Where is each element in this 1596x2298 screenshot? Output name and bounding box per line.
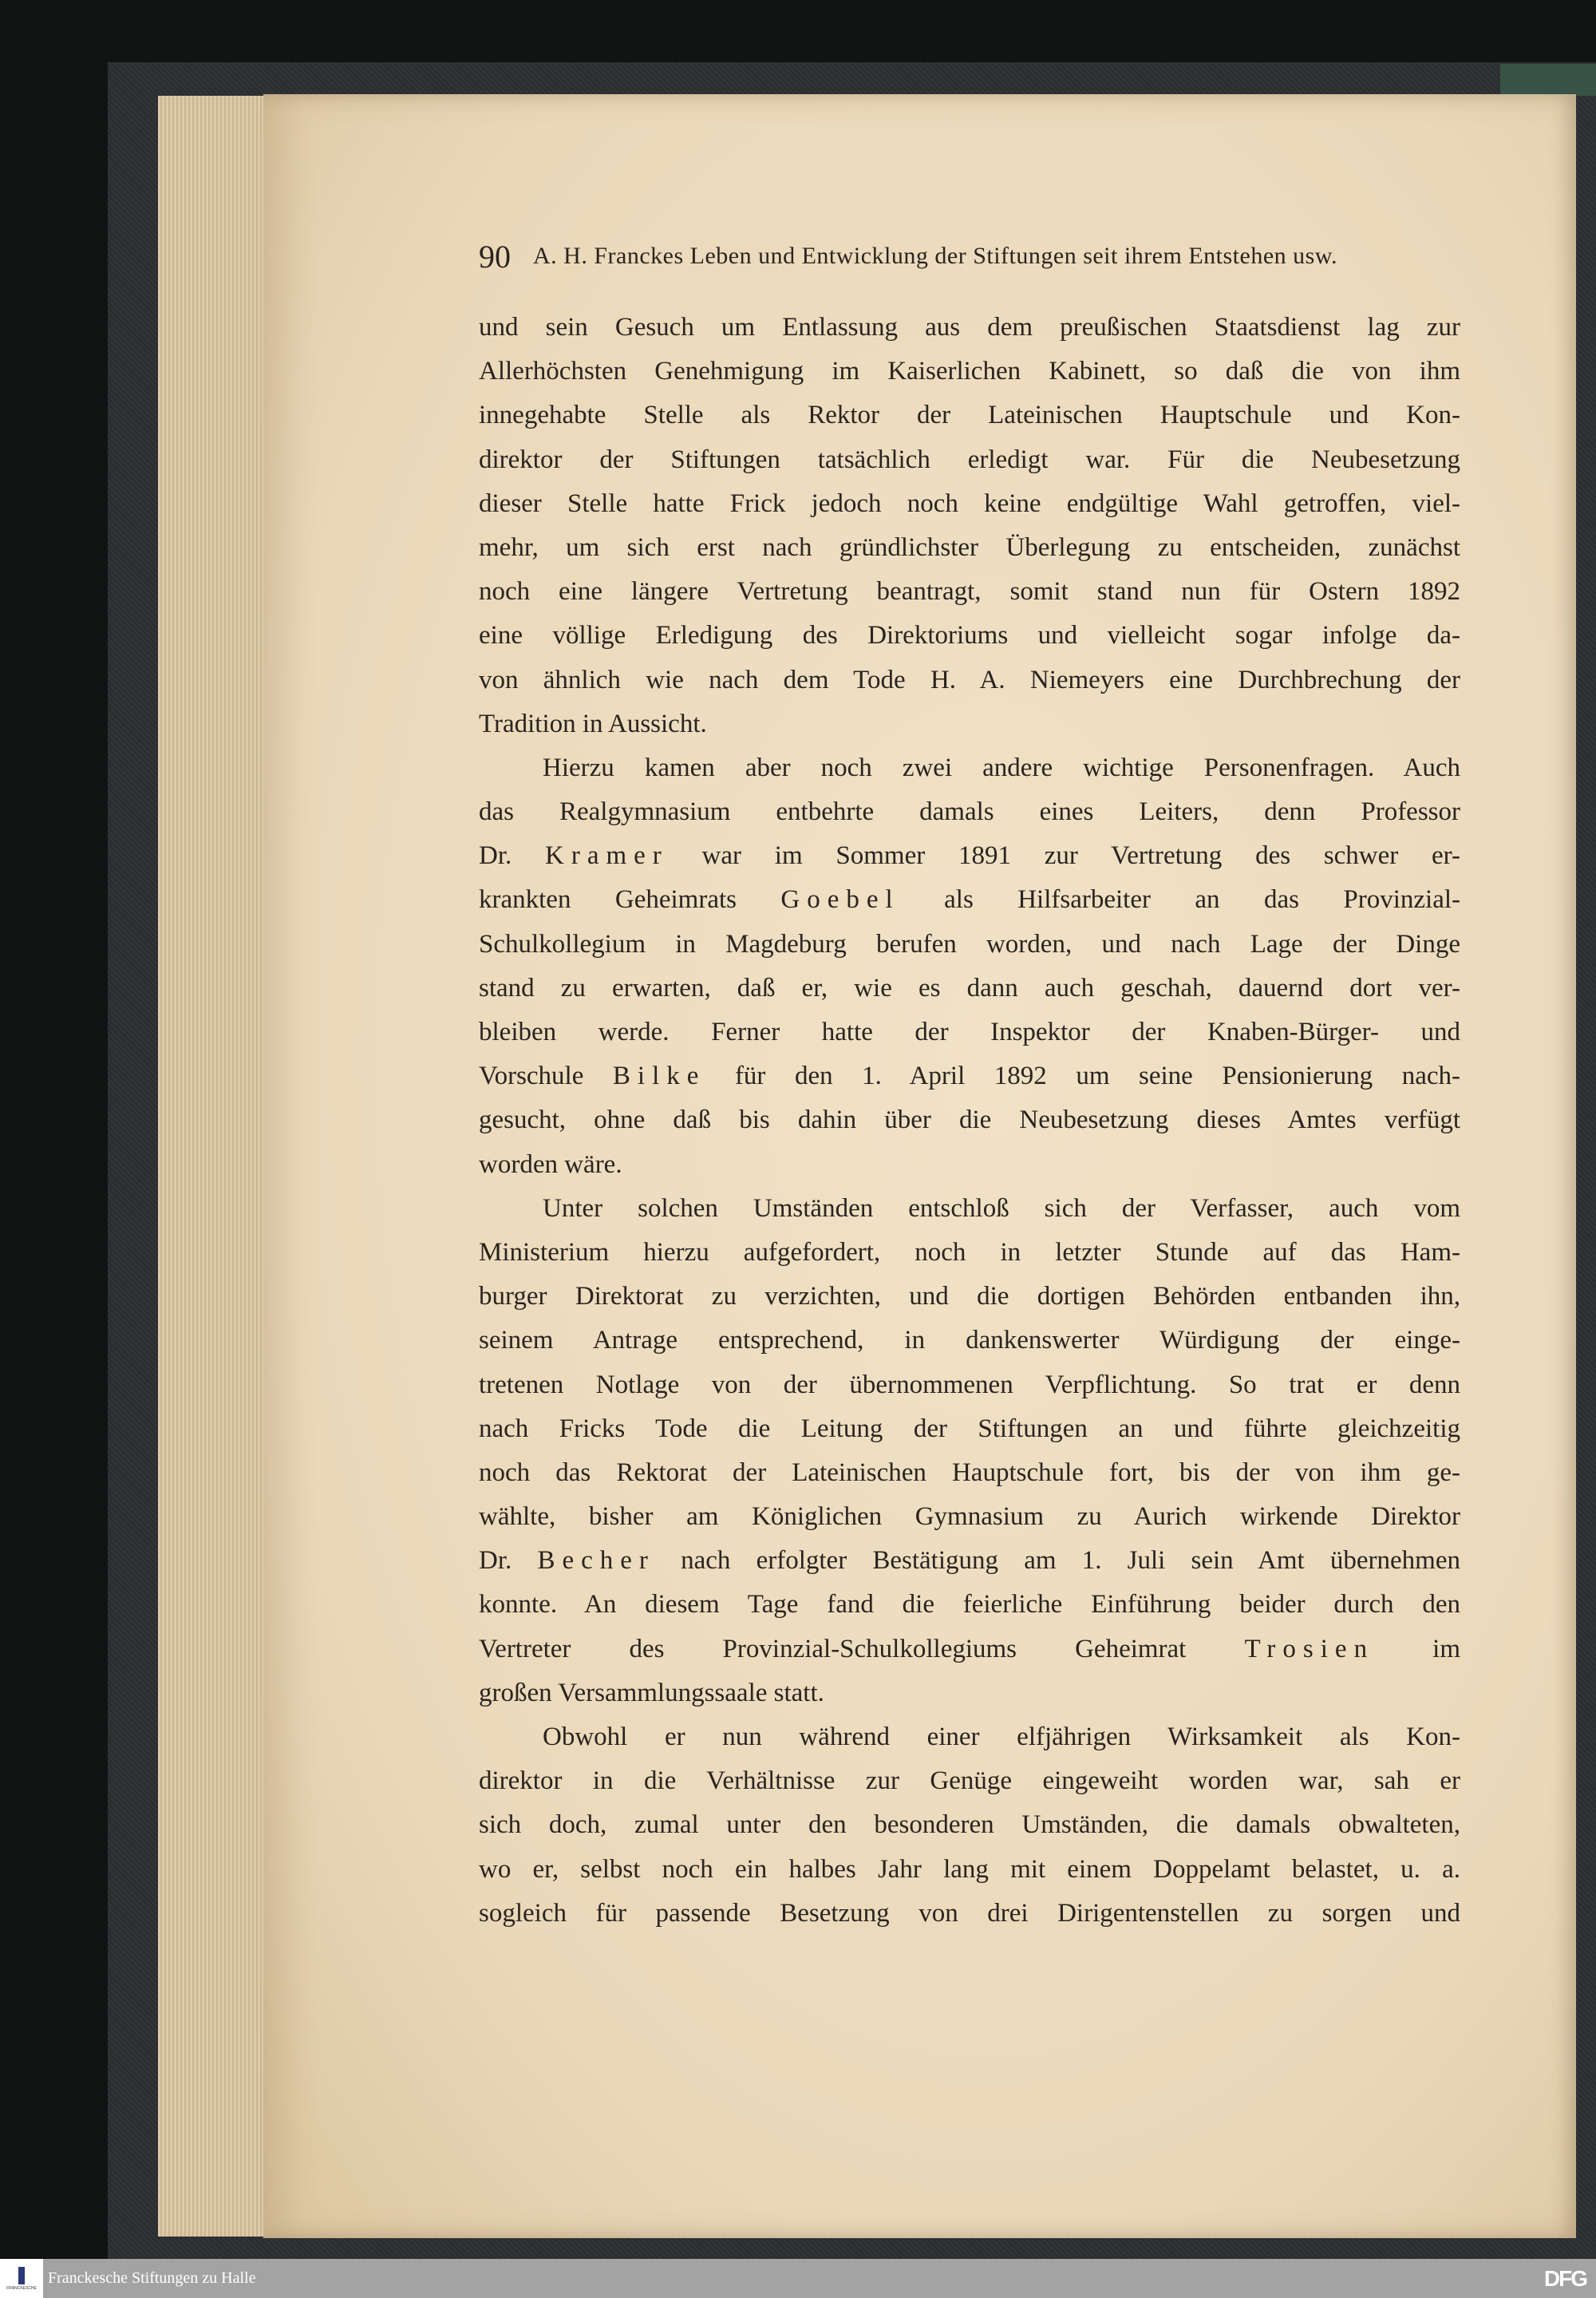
- text-line: [479, 923, 1460, 967]
- text-line: [479, 1583, 1460, 1627]
- text-segment: tretenen Notlage von der übernommenen Verpflichtung. So trat er denn: [479, 1370, 1460, 1399]
- text-segment: direktor in die Verhältnisse zur Genüge eingeweiht worden war, sah er: [479, 1766, 1460, 1796]
- text-line: [479, 614, 1460, 658]
- text-segment: stand zu erwarten, daß er, wie es dann auch geschah, dauernd dort ver-: [479, 973, 1460, 1003]
- text-line: [479, 1363, 1460, 1407]
- text-segment: seinem Antrage entsprechend, in dankenswerter Würdigung der einge-: [479, 1326, 1460, 1355]
- text-segment: sich doch, zumal unter den besonderen Umständen, die damals obwalteten,: [479, 1810, 1460, 1840]
- text-segment: nach Fricks Tode die Leitung der Stiftungen an und führte gleichzeitig: [479, 1414, 1460, 1443]
- text-segment: Ministerium hierzu aufgefordert, noch in letzter Stunde auf das Ham-: [479, 1237, 1460, 1267]
- text-line: [479, 1319, 1460, 1363]
- spaced-name: Trosien: [1244, 1634, 1375, 1663]
- text-line: [479, 967, 1460, 1011]
- text-segment: direktor der Stiftungen tatsächlich erledigt war. Für die Neubesetzung: [479, 445, 1460, 474]
- text-segment: bleiben werde. Ferner hatte der Inspektor der Knaben-Bürger- und: [479, 1018, 1460, 1046]
- body-text: [479, 306, 1460, 1936]
- cover-corner: [1500, 64, 1596, 96]
- logo-figure-icon: [18, 2267, 25, 2284]
- text-line: [479, 1628, 1460, 1671]
- text-segment: für den 1. April 1892 um seine Pensionierung nach-: [705, 1062, 1460, 1091]
- text-line: [479, 1187, 1460, 1231]
- text-segment: Dr.: [479, 841, 546, 871]
- logo-text: FRANCKESCHE: [6, 2285, 37, 2291]
- page-number: 90: [479, 238, 511, 275]
- institution-name[interactable]: Franckesche Stiftungen zu Halle: [48, 2269, 256, 2287]
- text-line: [479, 659, 1460, 702]
- text-line: [479, 1011, 1460, 1054]
- text-line: [479, 1143, 1460, 1187]
- page-edges: [158, 96, 270, 2237]
- text-line: [479, 1539, 1460, 1583]
- text-line: [479, 702, 1460, 746]
- spaced-name: Goebel: [780, 885, 900, 915]
- text-segment: Allerhöchsten Genehmigung im Kaiserlichen Kabinett, so daß die von ihm: [479, 357, 1460, 386]
- dfg-logo[interactable]: DFG: [1543, 2266, 1586, 2291]
- text-segment: noch das Rektorat der Lateinischen Hauptschule fort, bis der von ihm ge-: [479, 1458, 1460, 1487]
- footer-bar: [0, 2259, 1596, 2298]
- text-segment: und sein Gesuch um Entlassung aus dem preußischen Staatsdienst lag zur: [479, 313, 1460, 342]
- text-line: [479, 790, 1460, 834]
- text-segment: Vorschule: [479, 1062, 613, 1091]
- text-line: [479, 1892, 1460, 1936]
- text-segment: das Realgymnasium entbehrte damals eines Leiters, denn Professor: [479, 797, 1460, 827]
- text-line: [479, 1054, 1460, 1098]
- text-segment: noch eine längere Vertretung beantragt, somit stand nun für Ostern 1892: [479, 577, 1460, 607]
- text-segment: Unter solchen Umständen entschloß sich der Verfasser, auch vom: [543, 1193, 1460, 1223]
- text-segment: großen Versammlungssaale statt.: [479, 1678, 824, 1707]
- text-line: [479, 526, 1460, 570]
- text-segment: Schulkollegium in Magdeburg berufen worden, und nach Lage der Dinge: [479, 929, 1460, 959]
- text-line: [479, 306, 1460, 350]
- text-line: [479, 1451, 1460, 1495]
- text-segment: dieser Stelle hatte Frick jedoch noch keine endgültige Wahl getroffen, viel-: [479, 488, 1460, 518]
- institution-logo[interactable]: [0, 2259, 43, 2298]
- text-line: [479, 1759, 1460, 1803]
- text-line: [479, 1803, 1460, 1847]
- text-segment: burger Direktorat zu verzichten, und die dortigen Behörden entbanden ihn,: [479, 1282, 1460, 1311]
- text-segment: konnte. An diesem Tage fand die feierliche Einführung beider durch den: [479, 1590, 1460, 1620]
- text-segment: krankten Geheimrats: [479, 885, 781, 915]
- text-line: [479, 1715, 1460, 1759]
- text-line: [479, 1098, 1460, 1142]
- text-line: [479, 350, 1460, 394]
- spaced-name: Becher: [537, 1546, 655, 1576]
- text-line: [479, 1848, 1460, 1892]
- text-line: [479, 834, 1460, 878]
- text-line: [479, 1671, 1460, 1715]
- text-segment: Obwohl er nun während einer elfjährigen Wirksamkeit als Kon-: [543, 1723, 1460, 1751]
- text-segment: Dr.: [479, 1546, 538, 1576]
- text-segment: im: [1374, 1634, 1461, 1663]
- text-segment: Tradition in Aussicht.: [479, 709, 707, 738]
- text-segment: innegehabte Stelle als Rektor der Lateinischen Hauptschule und Kon-: [479, 401, 1460, 430]
- text-segment: war im Sommer 1891 zur Vertretung des schwer er-: [668, 841, 1460, 871]
- text-line: [479, 746, 1460, 790]
- page-header: [479, 236, 1436, 276]
- text-segment: mehr, um sich erst nach gründlichster Überlegung zu entscheiden, zunächst: [479, 532, 1460, 562]
- text-line: [479, 570, 1460, 614]
- text-line: [479, 1275, 1460, 1319]
- text-segment: als Hilfsarbeiter an das Provinzial-: [899, 885, 1460, 915]
- text-line: [479, 1495, 1460, 1539]
- text-line: [479, 1231, 1460, 1275]
- text-segment: wo er, selbst noch ein halbes Jahr lang mit einem Doppelamt belastet, u. a.: [479, 1854, 1460, 1884]
- text-segment: eine völlige Erledigung des Direktoriums und vielleicht sogar infolge da-: [479, 621, 1460, 651]
- text-line: [479, 438, 1460, 482]
- text-segment: von ähnlich wie nach dem Tode H. A. Niemeyers eine Durchbrechung der: [479, 665, 1460, 694]
- spaced-name: Bilke: [612, 1062, 706, 1091]
- text-line: [479, 394, 1460, 437]
- spaced-name: Kramer: [545, 841, 669, 871]
- running-head: A. H. Franckes Leben und Entwicklung der Stiftungen seit ihrem Entstehen usw.: [533, 243, 1338, 269]
- text-segment: sogleich für passende Besetzung von drei Dirigentenstellen zu sorgen und: [479, 1898, 1460, 1928]
- text-segment: Hierzu kamen aber noch zwei andere wichtige Personenfragen. Auch: [543, 753, 1460, 782]
- text-segment: worden wäre.: [479, 1149, 622, 1179]
- text-segment: gesucht, ohne daß bis dahin über die Neubesetzung dieses Amtes verfügt: [479, 1105, 1460, 1135]
- text-segment: Vertreter des Provinzial-Schulkollegiums Geheimrat: [479, 1634, 1245, 1663]
- text-line: [479, 482, 1460, 526]
- text-segment: wählte, bisher am Königlichen Gymnasium zu Aurich wirkende Direktor: [479, 1502, 1460, 1532]
- text-segment: nach erfolgter Bestätigung am 1. Juli sein Amt übernehmen: [654, 1546, 1461, 1576]
- text-line: [479, 878, 1460, 922]
- text-line: [479, 1407, 1460, 1451]
